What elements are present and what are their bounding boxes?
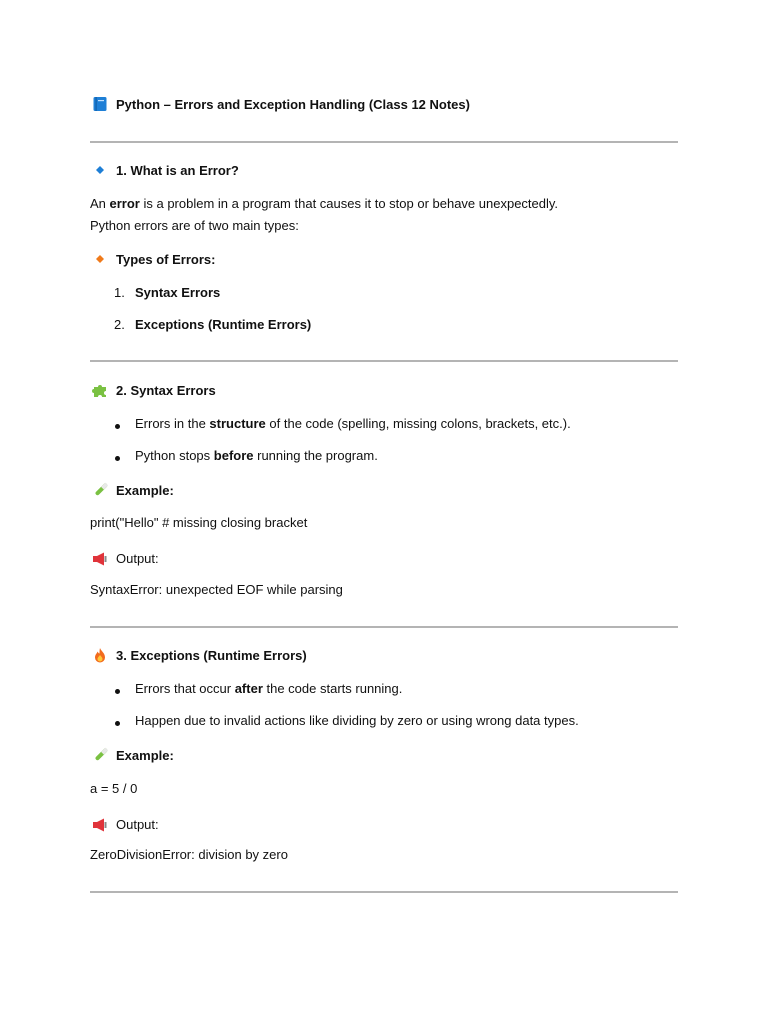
section-1-paragraph (90, 193, 558, 215)
code-example: print("Hello" # missing closing bracket (90, 515, 308, 530)
bullet-text: of the code (spelling, missing colons, brackets, etc.). (265, 416, 571, 431)
divider (90, 891, 678, 893)
paragraph-text: An (90, 196, 110, 211)
bullet-dot (115, 456, 120, 461)
example-label: Example: (116, 747, 174, 763)
list-label: Syntax Errors (135, 285, 221, 300)
fire-icon (92, 647, 108, 663)
output-heading-row (92, 814, 159, 836)
page-title-row (92, 96, 470, 112)
types-heading: Types of Errors: (116, 251, 216, 267)
bullet-bold: structure (209, 416, 266, 431)
bullet-bold: before (213, 448, 254, 463)
list-item (135, 678, 402, 700)
output-text: ZeroDivisionError: division by zero (90, 847, 288, 862)
bullet-text: running the program. (253, 448, 378, 463)
blue-diamond-icon (92, 162, 108, 178)
example-heading-row (92, 747, 174, 763)
list-item (135, 413, 571, 435)
list-label: Exceptions (Runtime Errors) (135, 317, 312, 332)
list-item (135, 445, 378, 467)
list-item: Happen due to invalid actions like dividing by zero or using wrong data types. (135, 713, 579, 728)
page-title: Python – Errors and Exception Handling (Class 12 Notes) (116, 96, 470, 112)
example-label: Example: (116, 482, 174, 498)
bullet-dot (115, 424, 120, 429)
blue-book-icon (92, 96, 108, 112)
puzzle-piece-icon (92, 382, 108, 398)
bullet-text: the code starts running. (262, 681, 403, 696)
list-number: 1. (114, 285, 125, 300)
section-3-heading: 3. Exceptions (Runtime Errors) (116, 647, 307, 663)
list-item (114, 314, 312, 336)
section-1-paragraph-2: Python errors are of two main types: (90, 218, 299, 233)
section-3-heading-row (92, 647, 307, 663)
section-1-heading: 1. What is an Error? (116, 162, 239, 178)
section-2-heading-row (92, 382, 216, 398)
bullet-text: Errors in the (135, 416, 210, 431)
code-example: a = 5 / 0 (90, 781, 138, 796)
test-tube-icon (92, 747, 108, 763)
paragraph-text: is a problem in a program that causes it to stop or behave unexpectedly. (139, 196, 559, 211)
bullet-dot (115, 721, 120, 726)
divider (90, 626, 678, 628)
bullet-bold: after (234, 681, 263, 696)
list-number: 2. (114, 317, 125, 332)
megaphone-icon (92, 551, 108, 567)
test-tube-icon (92, 482, 108, 498)
bullet-text: Errors that occur (135, 681, 235, 696)
example-heading-row (92, 482, 174, 498)
list-item (114, 282, 221, 304)
output-label: Output: (116, 551, 159, 566)
output-label: Output: (116, 817, 159, 832)
divider (90, 360, 678, 362)
paragraph-bold: error (109, 196, 140, 211)
bullet-dot (115, 689, 120, 694)
divider (90, 141, 678, 143)
output-heading-row (92, 548, 159, 570)
bullet-text: Python stops (135, 448, 214, 463)
section-2-heading: 2. Syntax Errors (116, 382, 216, 398)
orange-diamond-icon (92, 251, 108, 267)
section-1-heading-row (92, 162, 239, 178)
types-heading-row (92, 251, 215, 267)
megaphone-icon (92, 817, 108, 833)
output-text: SyntaxError: unexpected EOF while parsing (90, 582, 343, 597)
